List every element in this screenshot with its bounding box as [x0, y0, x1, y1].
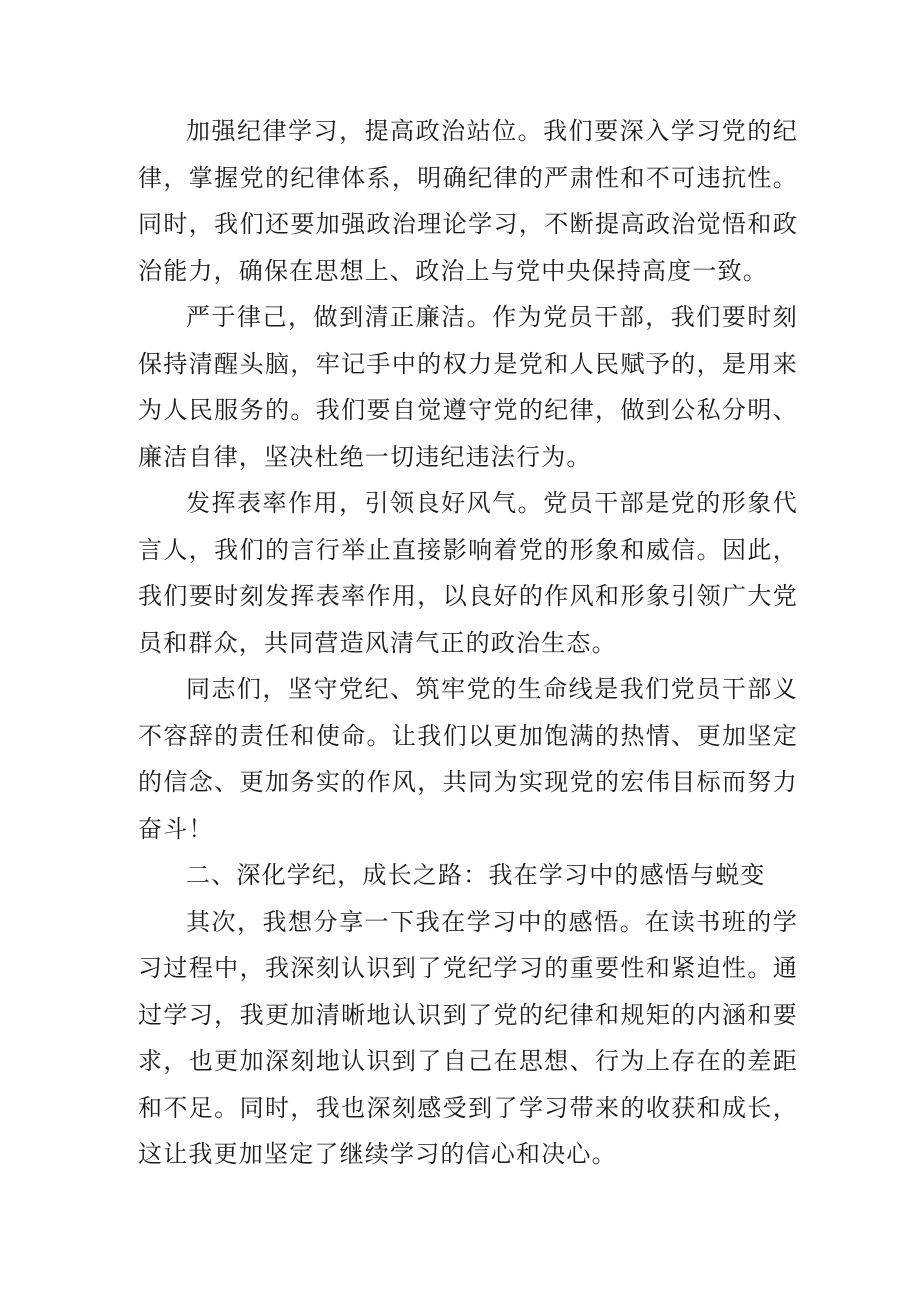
paragraph-learning-insights: 其次，我想分享一下我在学习中的感悟。在读书班的学习过程中，我深刻认识到了党纪学习的重要性和紧迫性。通过学习，我更加清晰地认识到了党的纪律和规矩的内涵和要求，也更加深刻地认识到了自己在思想、行为上存在的差距和不足。同时，我也深刻感受到了学习带来的收获和成长，这让我更加坚定了继续学习的信心和决心。: [138, 907, 798, 1168]
section-heading-two: 二、深化学纪，成长之路：我在学习中的感悟与蜕变: [186, 861, 766, 889]
document-body: [138, 108, 798, 1178]
paragraph-closing-call: 同志们，坚守党纪、筑牢党的生命线是我们党员干部义不容辞的责任和使命。让我们以更加饱满的热情、更加坚定的信念、更加务实的作风，共同为实现党的宏伟目标而努力奋斗！: [138, 675, 798, 843]
paragraph-role-model: 发挥表率作用，引领良好风气。党员干部是党的形象代言人，我们的言行举止直接影响着党的形象和威信。因此，我们要时刻发挥表率作用，以良好的作风和形象引领广大党员和群众，共同营造风清气正的政治生态。: [138, 489, 798, 657]
paragraph-discipline-study: 加强纪律学习，提高政治站位。我们要深入学习党的纪律，掌握党的纪律体系，明确纪律的严肃性和不可违抗性。同时，我们还要加强政治理论学习，不断提高政治觉悟和政治能力，确保在思想上、政治上与党中央保持高度一致。: [138, 117, 798, 285]
paragraph-self-discipline: 严于律己，做到清正廉洁。作为党员干部，我们要时刻保持清醒头脑，牢记手中的权力是党和人民赋予的，是用来为人民服务的。我们要自觉遵守党的纪律，做到公私分明、廉洁自律，坚决杜绝一切违纪违法行为。: [138, 303, 798, 471]
